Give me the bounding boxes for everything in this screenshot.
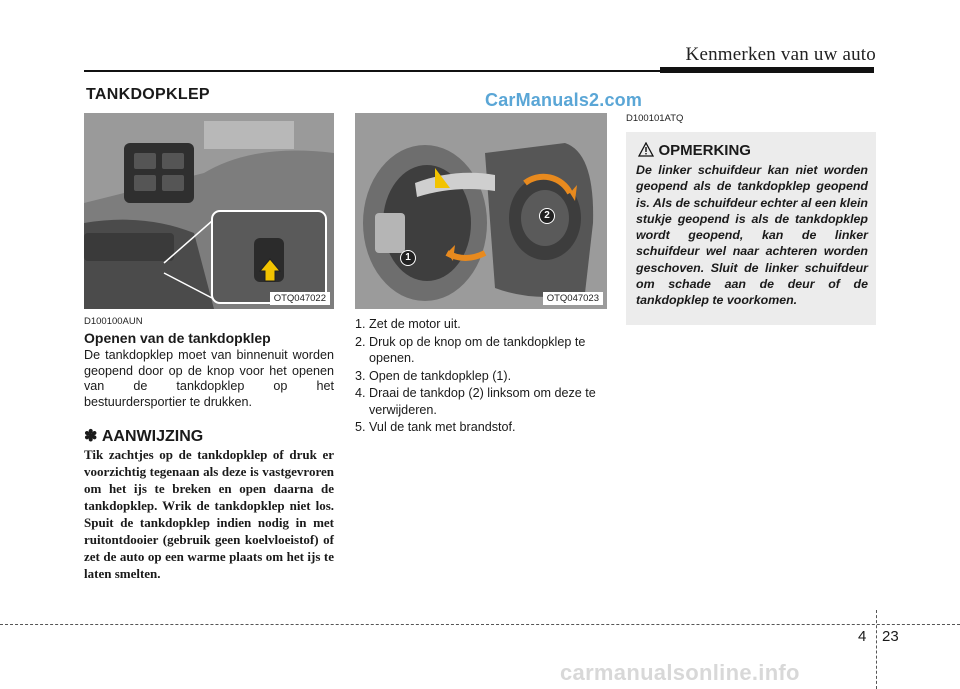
running-header-title: Kenmerken van uw auto (685, 44, 876, 65)
section-code-left: D100100AUN (84, 316, 143, 327)
door-panel-release-button-photo (84, 113, 334, 309)
step-item: 5. Vul de tank met brandstof. (355, 420, 516, 434)
callout-1-badge: 1 (400, 250, 416, 266)
section-title: TANKDOPKLEP (86, 86, 210, 103)
footer-divider (876, 610, 877, 689)
warning-paragraph: De linker schuifdeur kan niet worden geopend als de tankdopklep geopend is. Als de schuifdeur echter al een klein stukje geopend is als de tankdopklep wordt geopend, kan de linker schuifdeur wel naar achteren worden geschoven. Sluit de linker schuifdeur om schade aan de deur of de tankdopklep te voorkomen. (636, 163, 868, 308)
steps-list (355, 316, 607, 437)
step-item: 4. Draai de tankdop (2) linksom om deze te verwijderen. (355, 386, 596, 417)
footer-rule (0, 624, 960, 625)
header-rule-accent (660, 67, 874, 73)
figure-door-panel (84, 113, 334, 309)
section-code-right: D100101ATQ (626, 113, 684, 124)
page-number: 23 (882, 628, 899, 645)
watermark-bottom: carmanualsonline.info (560, 660, 800, 685)
warning-heading: OPMERKING (658, 142, 751, 159)
step-item: 1. Zet de motor uit. (355, 317, 461, 331)
warning-box (626, 132, 876, 325)
fuel-door-open-photo (355, 113, 607, 309)
step-item: 3. Open de tankdopklep (1). (355, 368, 512, 383)
note-heading-row (84, 426, 334, 446)
figure-fuel-door (355, 113, 607, 309)
watermark-top: CarManuals2.com (485, 90, 643, 110)
chapter-number: 4 (858, 628, 867, 645)
note-paragraph: Tik zachtjes op de tankdopklep of druk er voorzichtig tegenaan als deze is vastgevroren om het ijs te breken en open daarna de tankdopklep. Wrik de tankdopklep niet los. Spuit de tankdopklep indien nodig in met ruitontdooier (gebruik geen koelvloeistof) of zet de auto op een warme plaats om het ijs te laten smelten. (84, 447, 334, 581)
note-heading: AANWIJZING (101, 428, 204, 445)
body-paragraph: De tankdopklep moet van binnenuit worden geopend door op de knop voor het openen van de tankdopklep op het bestuurdersportier te drukken. (84, 348, 334, 409)
note-symbol: ✽ (84, 428, 98, 445)
figure-code-middle: OTQ047023 (543, 292, 603, 305)
subsection-heading: Openen van de tankdopklep (84, 330, 271, 346)
callout-2-badge: 2 (539, 208, 555, 224)
warning-title-row (638, 142, 868, 160)
figure-code-left: OTQ047022 (270, 292, 330, 305)
warning-triangle-icon (638, 142, 654, 157)
step-item: 2. Druk op de knop om de tankdopklep te openen. (355, 334, 586, 365)
